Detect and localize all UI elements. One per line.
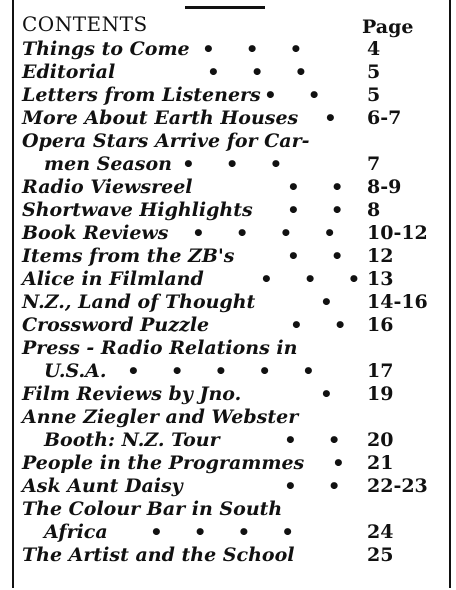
toc-entry-title: Alice in Filmland (22, 268, 204, 290)
toc-entry-page: 25 (367, 544, 394, 566)
leader-dots: • • • (207, 60, 320, 84)
toc-entry[interactable] (22, 406, 432, 452)
leader-dots: • • (287, 198, 356, 222)
toc-entry[interactable] (22, 176, 432, 199)
table-of-contents (22, 38, 432, 567)
leader-dots: • • (287, 244, 356, 268)
leader-dots: • • (284, 428, 353, 452)
toc-entry-page: 5 (367, 84, 381, 106)
toc-entry-page: 19 (367, 383, 394, 405)
leader-dots: • • (264, 83, 333, 107)
toc-entry-title: Film Reviews by Jno. (22, 383, 242, 405)
leader-dots: • • (284, 474, 353, 498)
contents-title: CONTENTS (22, 12, 148, 36)
toc-entry[interactable] (22, 337, 432, 383)
toc-entry-page: 16 (367, 314, 394, 336)
toc-entry-title: The Artist and the School (22, 544, 295, 566)
toc-entry[interactable] (22, 383, 432, 406)
toc-entry-title: Press - Radio Relations in (22, 337, 298, 359)
toc-entry-title: Ask Aunt Daisy (22, 475, 183, 497)
toc-entry[interactable] (22, 498, 432, 544)
toc-entry[interactable] (22, 222, 432, 245)
leader-dots: • • • (202, 37, 315, 61)
toc-entry-title: Radio Viewsreel (22, 176, 193, 198)
toc-entry-page: 20 (367, 429, 394, 451)
leader-dots: • (332, 451, 357, 475)
toc-entry-page: 13 (367, 268, 394, 290)
toc-entry-page: 5 (367, 61, 381, 83)
toc-entry-title-continued: U.S.A. (44, 360, 107, 382)
toc-entry-page: 22-23 (367, 475, 428, 497)
toc-entry[interactable] (22, 84, 432, 107)
toc-entry-title-continued: Booth: N.Z. Tour (44, 429, 220, 451)
toc-entry-title: Letters from Listeners (22, 84, 261, 106)
toc-entry[interactable] (22, 130, 432, 176)
toc-entry-title: Book Reviews (22, 222, 169, 244)
leader-dots: • • • • • (127, 359, 327, 383)
leader-dots: • (320, 382, 345, 406)
toc-entry-title: Opera Stars Arrive for Car- (22, 130, 310, 152)
toc-entry-page: 7 (367, 153, 381, 175)
toc-entry[interactable] (22, 544, 432, 567)
toc-entry-page: 4 (367, 38, 381, 60)
leader-dots: • • (290, 313, 359, 337)
toc-entry-title: Things to Come (22, 38, 190, 60)
toc-entry-page: 12 (367, 245, 394, 267)
toc-entry[interactable] (22, 38, 432, 61)
toc-entry[interactable] (22, 61, 432, 84)
toc-entry-title: People in the Programmes (22, 452, 305, 474)
toc-entry-title: Items from the ZB's (22, 245, 235, 267)
toc-entry-title: Crossword Puzzle (22, 314, 210, 336)
toc-entry-title: More About Earth Houses (22, 107, 299, 129)
toc-entry-title: Anne Ziegler and Webster (22, 406, 299, 428)
leader-dots: • • • (260, 267, 373, 291)
leader-dots: • (324, 106, 349, 130)
toc-entry-page: 8 (367, 199, 381, 221)
toc-entry-page: 17 (367, 360, 394, 382)
toc-entry[interactable] (22, 314, 432, 337)
toc-entry-title: The Colour Bar in South (22, 498, 283, 520)
leader-dots: • • • (182, 152, 295, 176)
leader-dots: • • • • (150, 520, 307, 544)
page-column-label: Page (362, 16, 414, 38)
toc-entry-title: N.Z., Land of Thought (22, 291, 256, 313)
toc-entry[interactable] (22, 452, 432, 475)
leader-dots: • (320, 290, 345, 314)
contents-header (22, 10, 422, 38)
toc-entry-title: Shortwave Highlights (22, 199, 253, 221)
leader-dots: • • (287, 175, 356, 199)
toc-entry-page: 14-16 (367, 291, 428, 313)
toc-entry[interactable] (22, 199, 432, 222)
toc-entry-page: 21 (367, 452, 394, 474)
toc-entry-title-continued: Africa (44, 521, 108, 543)
leader-dots: • • • • (192, 221, 349, 245)
toc-entry[interactable] (22, 475, 432, 498)
toc-entry-page: 6-7 (367, 107, 402, 129)
toc-entry[interactable] (22, 245, 432, 268)
toc-entry[interactable] (22, 268, 432, 291)
toc-entry-page: 24 (367, 521, 394, 543)
toc-entry-title-continued: men Season (44, 153, 172, 175)
toc-entry[interactable] (22, 107, 432, 130)
toc-entry-title: Editorial (22, 61, 116, 83)
toc-entry-page: 8-9 (367, 176, 402, 198)
toc-entry-page: 10-12 (367, 222, 428, 244)
toc-entry[interactable] (22, 291, 432, 314)
